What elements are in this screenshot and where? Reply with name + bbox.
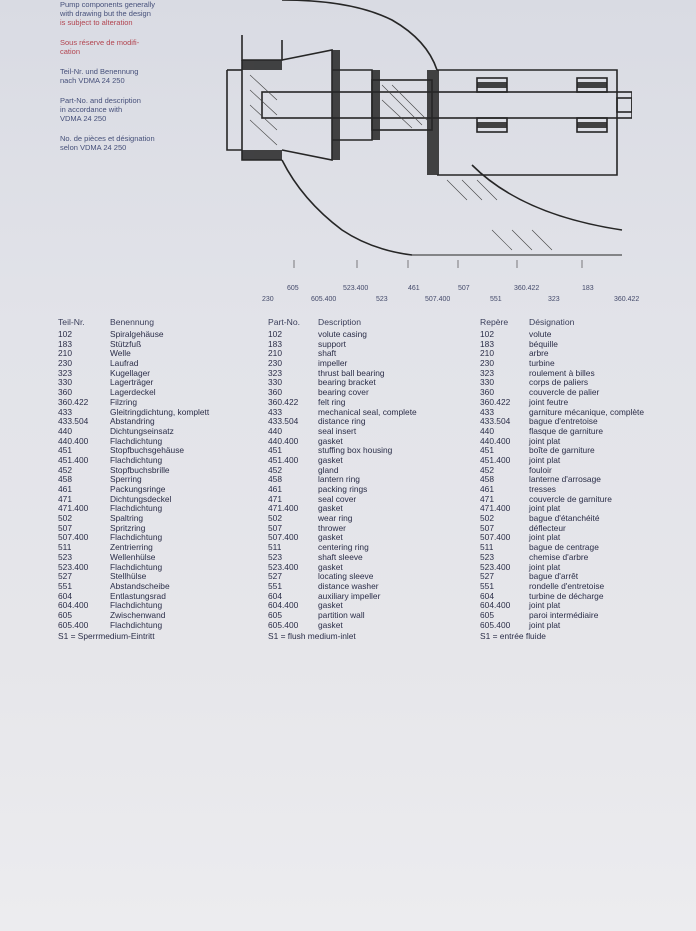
part-number: 471.400 <box>58 503 89 514</box>
part-description: béquille <box>529 338 558 349</box>
note-line: cation <box>60 47 81 56</box>
part-description: mechanical seal, complete <box>318 406 417 417</box>
footnote: S1 = Sperrmedium-Eintritt <box>58 631 155 642</box>
part-number: 183 <box>268 338 282 349</box>
part-row <box>268 408 468 418</box>
part-number: 440.400 <box>268 435 299 446</box>
part-number: 605 <box>58 609 72 620</box>
part-description: déflecteur <box>529 522 566 533</box>
part-description: gasket <box>318 600 343 611</box>
part-description: rondelle d'entretoise <box>529 580 605 591</box>
part-number: 471.400 <box>480 503 511 514</box>
part-description: shaft sleeve <box>318 551 363 562</box>
part-number: 183 <box>58 338 72 349</box>
part-description: Spiralgehäuse <box>110 329 164 339</box>
part-row <box>58 330 238 340</box>
part-number: 330 <box>268 377 282 388</box>
part-number: 523.400 <box>58 561 89 572</box>
part-description: joint plat <box>529 619 561 630</box>
part-row <box>58 563 238 573</box>
part-description: Packungsringe <box>110 484 166 494</box>
part-description: gasket <box>318 619 343 630</box>
part-description: boîte de garniture <box>529 445 595 456</box>
part-number: 183 <box>480 338 494 349</box>
part-number: 323 <box>268 367 282 378</box>
callout-label: 461 <box>408 285 420 292</box>
note-line: with drawing but the design <box>60 9 151 18</box>
part-number: 507 <box>480 522 494 533</box>
part-number: 360.422 <box>480 396 511 407</box>
part-description: fouloir <box>529 464 552 475</box>
part-row <box>268 592 468 602</box>
part-description: bearing bracket <box>318 377 376 388</box>
part-number: 604 <box>58 590 72 601</box>
part-description: Flachdichtung <box>110 503 163 514</box>
part-number: 451.400 <box>268 454 299 465</box>
part-number: 502 <box>480 513 494 524</box>
column-header-no: Repère <box>480 317 509 327</box>
part-description: thrust ball bearing <box>318 367 385 378</box>
callout-label: 507 <box>458 285 470 292</box>
part-row <box>480 514 695 524</box>
part-number: 605.400 <box>58 619 89 630</box>
part-number: 433 <box>58 406 72 417</box>
note-block <box>60 0 240 27</box>
part-description: turbine <box>529 358 555 369</box>
note-block <box>60 96 240 123</box>
part-number: 451 <box>268 445 282 456</box>
callout-label: 183 <box>582 285 594 292</box>
part-row <box>268 349 468 359</box>
part-description: joint plat <box>529 561 561 572</box>
part-description: Filzring <box>110 396 137 407</box>
part-description: Stopfbuchsgehäuse <box>110 445 185 456</box>
part-number: 458 <box>268 474 282 485</box>
part-description: lantern ring <box>318 474 360 485</box>
part-description: turbine de décharge <box>529 590 604 601</box>
part-number: 551 <box>480 580 494 591</box>
part-number: 604.400 <box>58 600 89 611</box>
part-row <box>58 504 238 514</box>
pump-sectional-drawing <box>222 0 632 268</box>
part-number: 605.400 <box>480 619 511 630</box>
part-number: 458 <box>480 474 494 485</box>
part-number: 551 <box>268 580 282 591</box>
part-number: 452 <box>480 464 494 475</box>
part-description: gasket <box>318 454 343 465</box>
part-row <box>480 553 695 563</box>
part-row <box>268 504 468 514</box>
part-number: 471.400 <box>268 503 299 514</box>
part-description: Flachdichtung <box>110 619 163 630</box>
part-number: 433 <box>268 406 282 417</box>
callout-label: 523.400 <box>343 285 369 292</box>
part-row <box>268 621 468 631</box>
part-number: 507 <box>58 522 72 533</box>
callout-label: 360.422 <box>514 285 540 292</box>
part-number: 523.400 <box>480 561 511 572</box>
part-description: shaft <box>318 348 337 359</box>
part-number: 527 <box>480 571 494 582</box>
part-row <box>268 524 468 534</box>
part-number: 433.504 <box>480 416 511 427</box>
part-row <box>480 495 695 505</box>
part-description: Stützfuß <box>110 338 142 349</box>
part-description: joint plat <box>529 503 561 514</box>
part-description: Flachdichtung <box>110 561 163 572</box>
part-number: 360.422 <box>58 396 89 407</box>
part-row <box>480 611 695 621</box>
part-number: 605 <box>480 609 494 620</box>
part-number: 433 <box>480 406 494 417</box>
part-number: 551 <box>58 580 72 591</box>
part-row <box>480 456 695 466</box>
column-header-desc: Benennung <box>110 317 154 327</box>
callout-label: 551 <box>490 296 502 303</box>
part-number: 230 <box>268 358 282 369</box>
callout-label: 230 <box>262 296 274 303</box>
part-description: couvercle de garniture <box>529 493 612 504</box>
part-row <box>480 446 695 456</box>
note-block <box>60 134 240 152</box>
note-line: is subject to alteration <box>60 18 133 27</box>
part-description: joint plat <box>529 454 561 465</box>
part-description: chemise d'arbre <box>529 551 589 562</box>
part-description: joint plat <box>529 435 561 446</box>
part-description: partition wall <box>318 609 365 620</box>
part-description: Abstandring <box>110 416 155 427</box>
callout-label: 360.422 <box>614 296 640 303</box>
part-row <box>268 417 468 427</box>
part-description: joint feutre <box>529 396 569 407</box>
part-number: 511 <box>268 542 282 553</box>
part-description: Kugellager <box>110 367 151 378</box>
part-row <box>268 485 468 495</box>
footnote: S1 = flush medium-inlet <box>268 631 356 642</box>
part-number: 502 <box>58 513 72 524</box>
part-description: Flachdichtung <box>110 435 163 446</box>
part-description: Stopfbuchsbrille <box>110 464 170 475</box>
part-number: 323 <box>480 367 494 378</box>
part-description: distance washer <box>318 580 379 591</box>
part-description: bague d'entretoise <box>529 416 598 427</box>
part-number: 523 <box>268 551 282 562</box>
part-row <box>268 543 468 553</box>
part-description: Stellhülse <box>110 571 147 582</box>
part-number: 102 <box>58 329 72 339</box>
note-line: Part-No. and description <box>60 96 141 105</box>
part-description: gland <box>318 464 339 475</box>
part-description: Welle <box>110 348 131 359</box>
part-description: Zentrierring <box>110 542 153 553</box>
note-block <box>60 38 240 56</box>
part-number: 461 <box>58 484 72 494</box>
part-number: 511 <box>480 542 494 553</box>
part-description: Lagerträger <box>110 377 154 388</box>
part-description: corps de paliers <box>529 377 589 388</box>
part-row <box>480 592 695 602</box>
part-row <box>58 340 238 350</box>
part-description: bague de centrage <box>529 542 599 553</box>
part-number: 210 <box>480 348 494 359</box>
part-number: 502 <box>268 513 282 524</box>
part-description: Abstandscheibe <box>110 580 170 591</box>
part-number: 471 <box>480 493 494 504</box>
part-description: bague d'étanchéité <box>529 513 600 524</box>
part-description: Zwischenwand <box>110 609 166 620</box>
part-number: 102 <box>268 329 282 339</box>
part-description: bague d'arrêt <box>529 571 579 582</box>
part-number: 440.400 <box>58 435 89 446</box>
part-row <box>268 514 468 524</box>
part-description: gasket <box>318 561 343 572</box>
part-row <box>480 621 695 631</box>
part-row <box>58 466 238 476</box>
column-header-desc: Description <box>318 317 361 327</box>
part-number: 471 <box>58 493 72 504</box>
part-description: support <box>318 338 346 349</box>
part-number: 433.504 <box>58 416 89 427</box>
footnote: S1 = entrée fluide <box>480 631 546 642</box>
part-description: packing rings <box>318 484 368 494</box>
part-number: 604 <box>480 590 494 601</box>
note-line: nach VDMA 24 250 <box>60 76 125 85</box>
part-description: volute <box>529 329 552 339</box>
part-description: tresses <box>529 484 556 494</box>
part-number: 461 <box>268 484 282 494</box>
part-description: Gleitringdichtung, komplett <box>110 406 210 417</box>
part-description: garniture mécanique, complète <box>529 406 644 417</box>
part-number: 523.400 <box>268 561 299 572</box>
note-line: Sous réserve de modifi- <box>60 38 140 47</box>
part-row <box>268 601 468 611</box>
callout-label: 507.400 <box>425 296 451 303</box>
part-number: 360 <box>58 387 72 398</box>
part-row <box>480 330 695 340</box>
part-row <box>268 340 468 350</box>
drawing-notes <box>60 0 240 163</box>
part-number: 330 <box>58 377 72 388</box>
part-description: Wellenhülse <box>110 551 156 562</box>
part-row <box>268 553 468 563</box>
part-number: 102 <box>480 329 494 339</box>
part-description: joint plat <box>529 532 561 543</box>
part-number: 523 <box>58 551 72 562</box>
part-number: 452 <box>268 464 282 475</box>
part-description: thrower <box>318 522 346 533</box>
part-description: Lagerdeckel <box>110 387 156 398</box>
column-header-desc: Désignation <box>529 317 575 327</box>
callout-label: 523 <box>376 296 388 303</box>
part-description: Spritzring <box>110 522 146 533</box>
note-line: Pump components generally <box>60 0 156 9</box>
note-line: VDMA 24 250 <box>60 114 107 123</box>
column-header-no: Teil-Nr. <box>58 317 85 327</box>
part-number: 451 <box>480 445 494 456</box>
part-number: 604.400 <box>268 600 299 611</box>
part-description: Spaltring <box>110 513 144 524</box>
note-line: in accordance with <box>60 105 123 114</box>
part-number: 360.422 <box>268 396 299 407</box>
part-description: bearing cover <box>318 387 369 398</box>
part-description: Flachdichtung <box>110 532 163 543</box>
part-number: 440 <box>268 425 282 436</box>
part-description: Flachdichtung <box>110 600 163 611</box>
parts-list-french <box>480 318 695 644</box>
part-description: centering ring <box>318 542 369 553</box>
note-line: No. de pièces et désignation <box>60 134 155 143</box>
part-number: 451.400 <box>480 454 511 465</box>
part-description: roulement à billes <box>529 367 595 378</box>
part-row <box>268 495 468 505</box>
part-description: locating sleeve <box>318 571 374 582</box>
callout-label: 605.400 <box>311 296 337 303</box>
part-number: 471 <box>268 493 282 504</box>
part-number: 527 <box>268 571 282 582</box>
part-description: joint plat <box>529 600 561 611</box>
part-description: stuffing box housing <box>318 445 393 456</box>
part-row <box>268 330 468 340</box>
part-row <box>480 349 695 359</box>
part-number: 440.400 <box>480 435 511 446</box>
part-number: 452 <box>58 464 72 475</box>
note-line: selon VDMA 24 250 <box>60 143 127 152</box>
part-description: flasque de garniture <box>529 425 604 436</box>
part-number: 433.504 <box>268 416 299 427</box>
part-number: 230 <box>58 358 72 369</box>
part-number: 323 <box>58 367 72 378</box>
part-row <box>268 427 468 437</box>
list-header <box>268 318 468 330</box>
part-number: 604.400 <box>480 600 511 611</box>
part-number: 511 <box>58 542 72 553</box>
part-number: 360 <box>480 387 494 398</box>
part-description: seal insert <box>318 425 357 436</box>
part-number: 210 <box>58 348 72 359</box>
part-row <box>58 514 238 524</box>
part-row <box>58 349 238 359</box>
part-description: auxiliary impeller <box>318 590 381 601</box>
callout-label: 605 <box>287 285 299 292</box>
part-description: seal cover <box>318 493 357 504</box>
part-row <box>480 388 695 398</box>
part-row <box>480 340 695 350</box>
part-number: 440 <box>58 425 72 436</box>
part-number: 527 <box>58 571 72 582</box>
part-number: 451.400 <box>58 454 89 465</box>
parts-list-german <box>58 318 238 644</box>
part-number: 360 <box>268 387 282 398</box>
part-row <box>480 563 695 573</box>
part-description: Flachdichtung <box>110 454 163 465</box>
part-description: Sperring <box>110 474 142 485</box>
part-description: lanterne d'arrosage <box>529 474 601 485</box>
part-number: 507.400 <box>58 532 89 543</box>
part-row <box>268 475 468 485</box>
note-block <box>60 67 240 85</box>
part-description: Entlastungsrad <box>110 590 166 601</box>
part-row <box>268 388 468 398</box>
part-number: 604 <box>268 590 282 601</box>
part-number: 458 <box>58 474 72 485</box>
part-number: 230 <box>480 358 494 369</box>
part-description: distance ring <box>318 416 366 427</box>
parts-list-english <box>268 318 468 644</box>
note-line: Teil-Nr. und Benennung <box>60 67 139 76</box>
callout-label: 323 <box>548 296 560 303</box>
part-number: 451 <box>58 445 72 456</box>
part-row <box>58 621 238 631</box>
part-description: paroi intermédiaire <box>529 609 599 620</box>
part-row <box>480 427 695 437</box>
part-row <box>480 524 695 534</box>
part-description: volute casing <box>318 329 367 339</box>
part-description: gasket <box>318 532 343 543</box>
part-number: 210 <box>268 348 282 359</box>
part-row <box>268 611 468 621</box>
part-description: gasket <box>318 503 343 514</box>
part-number: 330 <box>480 377 494 388</box>
part-description: arbre <box>529 348 549 359</box>
part-number: 507.400 <box>480 532 511 543</box>
part-row <box>480 475 695 485</box>
part-description: gasket <box>318 435 343 446</box>
part-row <box>268 446 468 456</box>
part-row <box>268 466 468 476</box>
part-number: 507.400 <box>268 532 299 543</box>
column-header-no: Part-No. <box>268 317 300 327</box>
part-description: wear ring <box>318 513 353 524</box>
list-header <box>480 318 695 330</box>
part-number: 523 <box>480 551 494 562</box>
part-number: 507 <box>268 522 282 533</box>
part-number: 605.400 <box>268 619 299 630</box>
part-description: Dichtungseinsatz <box>110 425 174 436</box>
part-row <box>268 456 468 466</box>
part-number: 440 <box>480 425 494 436</box>
part-description: felt ring <box>318 396 346 407</box>
part-number: 605 <box>268 609 282 620</box>
part-number: 461 <box>480 484 494 494</box>
part-description: Laufrad <box>110 358 139 369</box>
part-description: couvercle de palier <box>529 387 600 398</box>
part-description: impeller <box>318 358 348 369</box>
part-description: Dichtungsdeckel <box>110 493 172 504</box>
